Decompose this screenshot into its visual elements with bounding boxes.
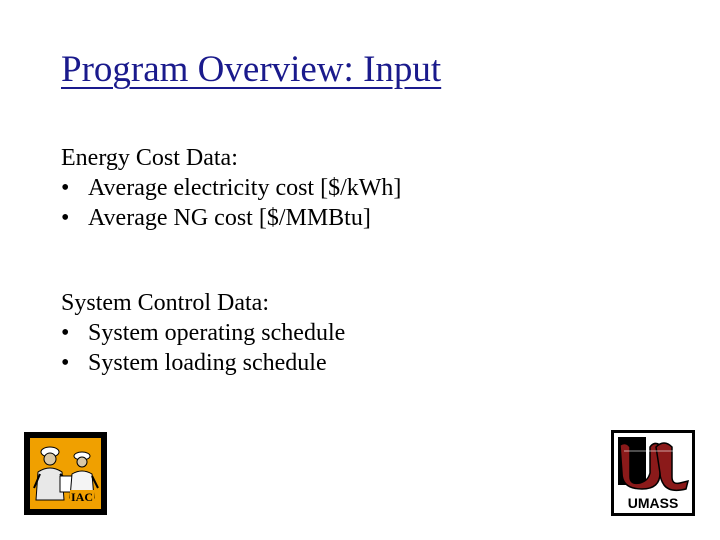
list-item — [61, 318, 345, 348]
bullet-text: System loading schedule — [88, 350, 327, 376]
bullet-icon: • — [61, 205, 70, 231]
energy-cost-section — [61, 143, 401, 233]
bullet-text: Average NG cost [$/MMBtu] — [88, 205, 371, 231]
section-heading: Energy Cost Data: — [61, 145, 238, 171]
iac-logo-text: IAC — [71, 490, 94, 504]
umass-logo — [611, 430, 695, 516]
bullet-list — [61, 173, 401, 233]
umass-logo-text: UMASS — [627, 495, 679, 511]
list-item — [61, 348, 345, 378]
list-item — [61, 203, 401, 233]
bullet-icon: • — [61, 320, 70, 346]
bullet-text: System operating schedule — [88, 320, 346, 346]
system-control-section — [61, 288, 345, 378]
umass-emblem-icon — [614, 433, 692, 493]
iac-logo — [24, 432, 107, 515]
section-heading: System Control Data: — [61, 290, 269, 316]
slide-title: Program Overview: Input — [61, 49, 442, 90]
bullet-text: Average electricity cost [$/kWh] — [88, 175, 402, 201]
bullet-list — [61, 318, 345, 378]
bullet-icon: • — [61, 350, 70, 376]
bullet-icon: • — [61, 175, 70, 201]
list-item — [61, 173, 401, 203]
